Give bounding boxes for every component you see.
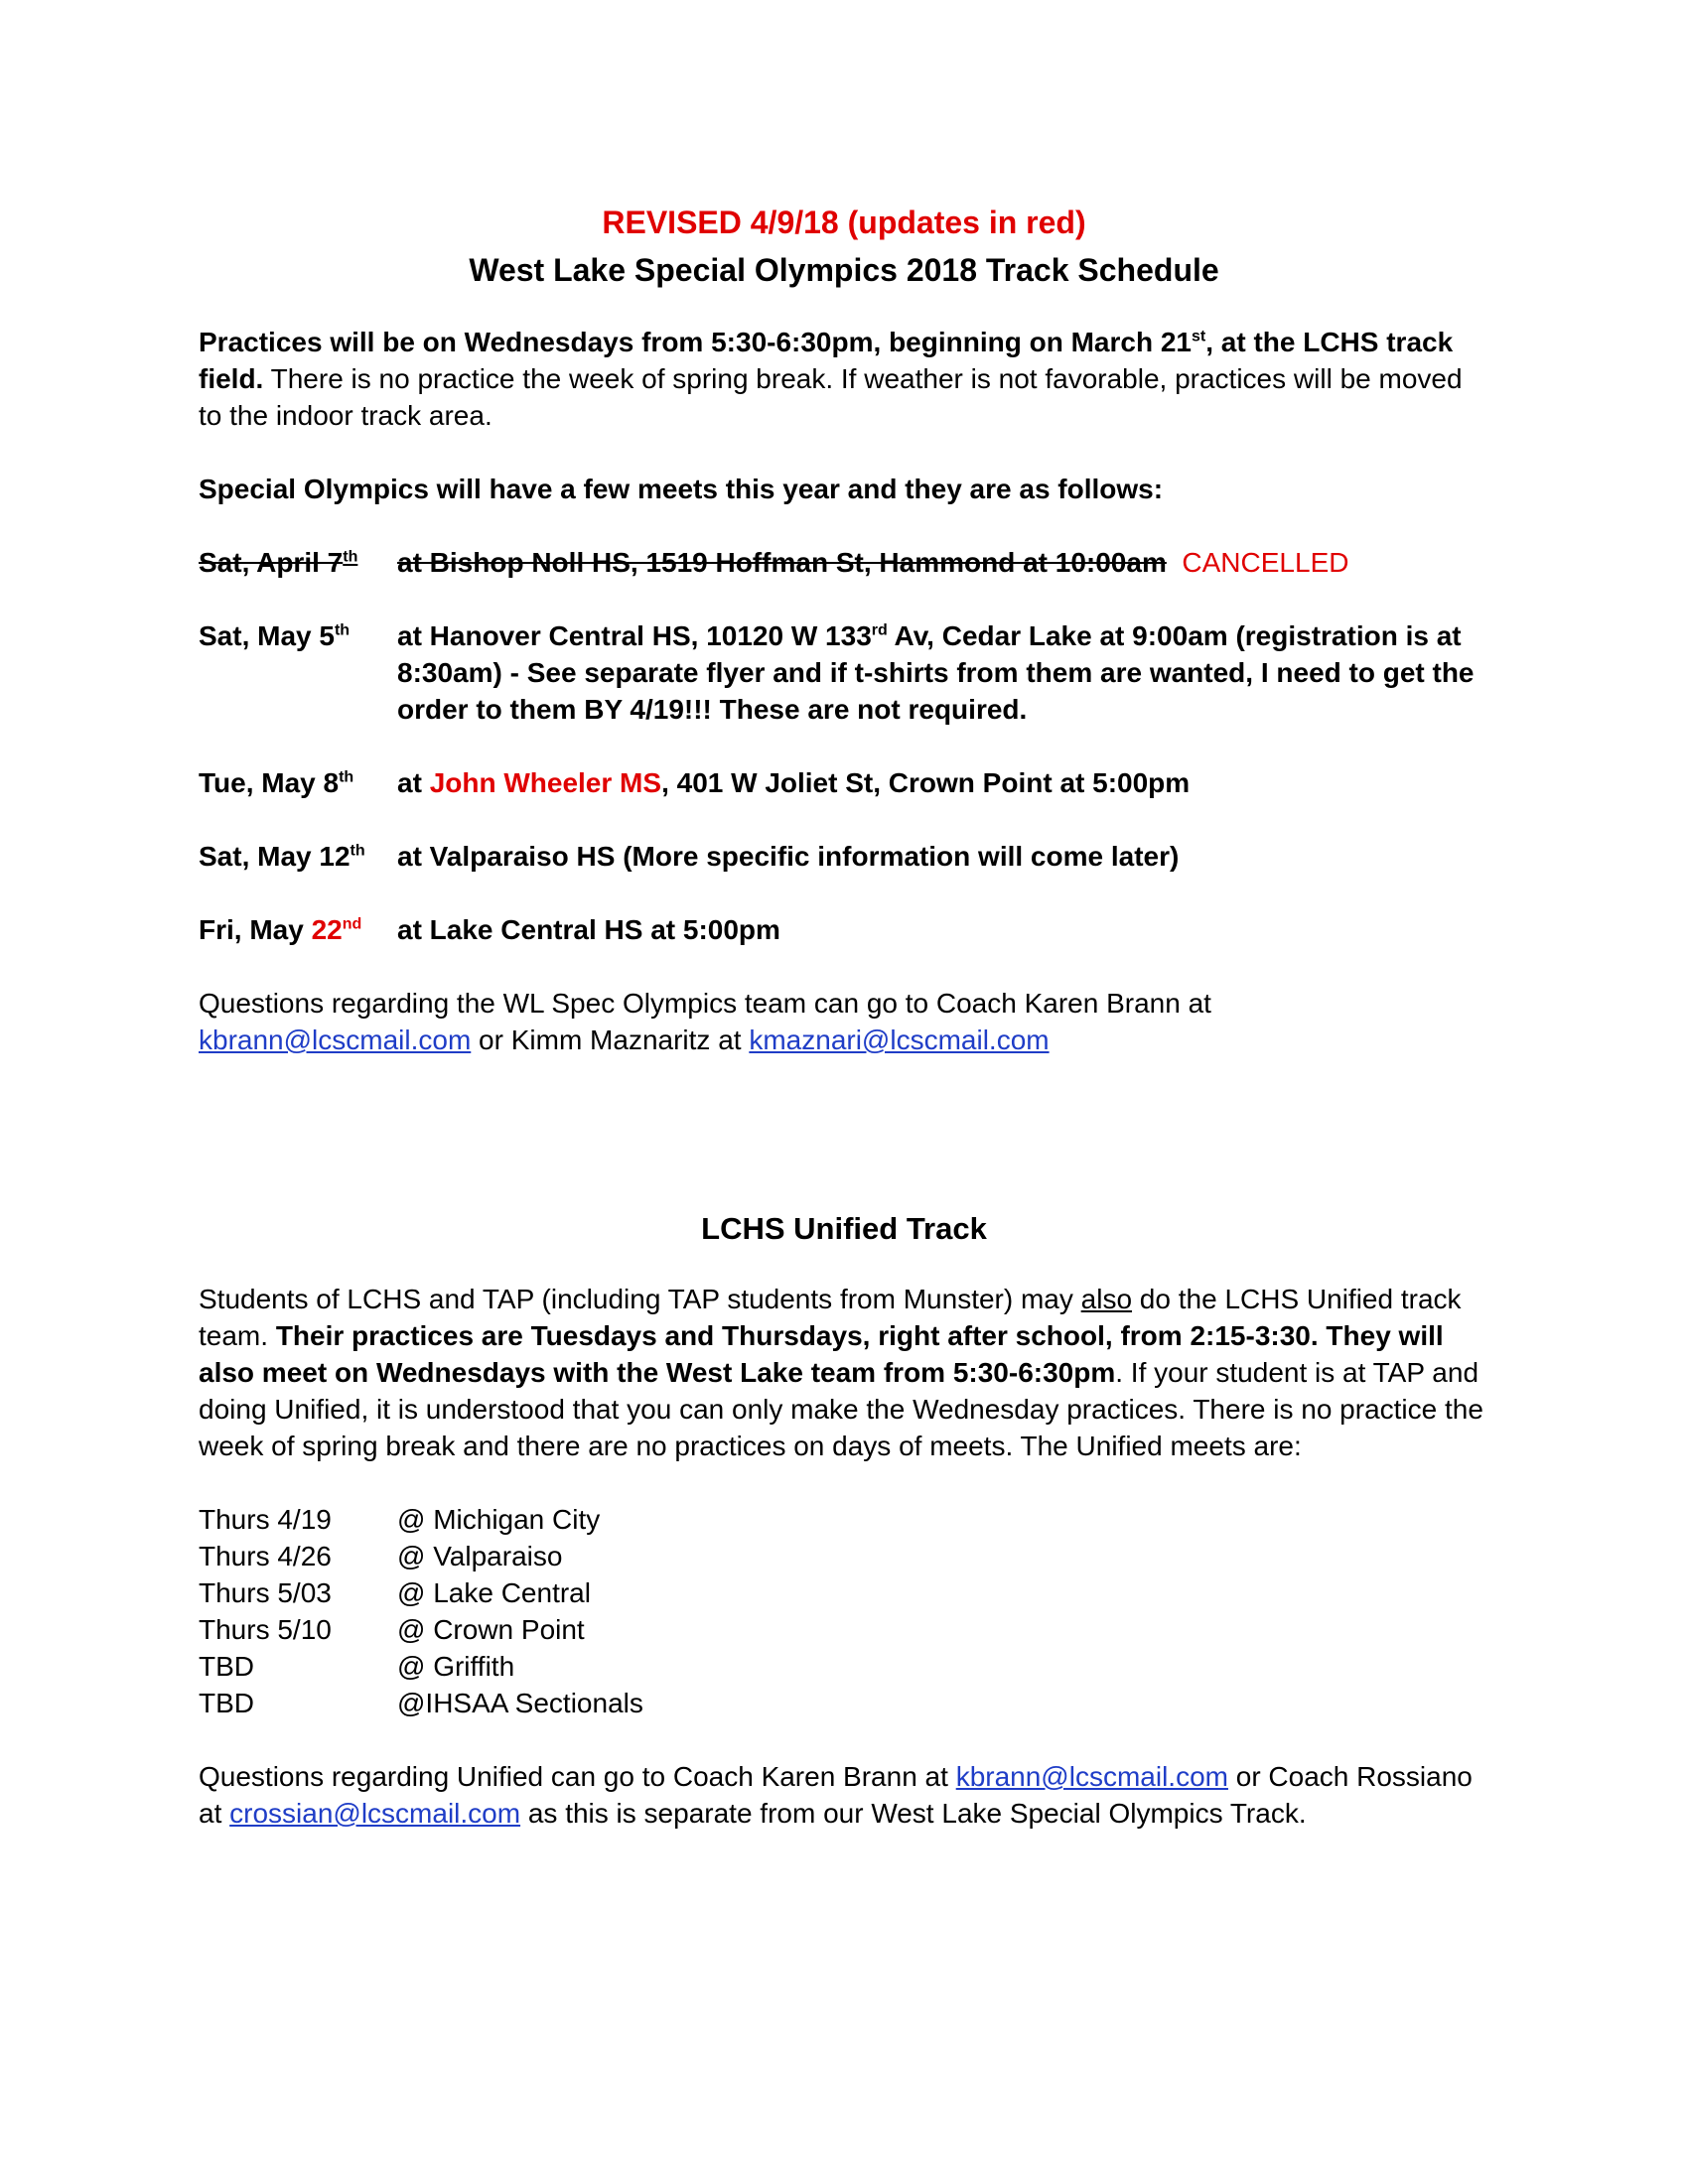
unified-text-bold: Their practices are Tuesdays and Thursdays, right after school, from 2:15-3:30. They will also meet on Wednesdays with the West Lake team from 5:30-6:30pm [199, 1320, 1444, 1388]
meet-desc [397, 617, 1489, 728]
meet-day-text: Sat, May 5 [199, 620, 335, 651]
unified-text: . If your student is at TAP and doing Unified, it is understood that you can only make the Wednesday practices. There is no practice the week of spring break and there are no practices on days of meets. The Unified meets are: [199, 1357, 1483, 1461]
intro-bold-sup: st [1191, 328, 1206, 345]
meet-day-text: Sat, May 12 [199, 841, 351, 872]
document-page [199, 199, 1489, 1832]
unified-contact-paragraph [199, 1758, 1489, 1832]
email-link[interactable]: kbrann@lcscmail.com [199, 1024, 472, 1055]
meet-place: @ Griffith [397, 1651, 515, 1682]
intro-bold-b: , at the LCHS track field. [199, 327, 1454, 394]
meet-day-text: Fri, May [199, 914, 312, 945]
meet-date: Thurs 4/19 [199, 1504, 332, 1535]
intro-paragraph [199, 324, 1489, 434]
meet-date: Thurs 5/03 [199, 1577, 332, 1608]
cancelled-label: CANCELLED [1182, 547, 1349, 578]
meet-place: @ Michigan City [397, 1504, 601, 1535]
meet-row [199, 617, 1489, 728]
list-item [199, 1574, 1489, 1611]
meet-desc: at Lake Central HS at 5:00pm [397, 914, 780, 945]
meet-desc-text: Av, Cedar Lake at 9:00am (registration is at 8:30am) - See separate flyer and if t-shirts from them are wanted, I need to get the order to them BY 4/19!!! These are not required. [397, 620, 1475, 725]
list-item [199, 1648, 1489, 1685]
unified-text: do the LCHS Unified track team. [199, 1284, 1462, 1351]
unified-paragraph [199, 1281, 1489, 1464]
meet-desc: at Valparaiso HS (More specific information will come later) [397, 841, 1180, 872]
meet-date: TBD [199, 1688, 254, 1718]
meet-date: TBD [199, 1651, 254, 1682]
meet-desc-text: at [397, 767, 430, 798]
contact-text: as this is separate from our West Lake Special Olympics Track. [520, 1798, 1307, 1829]
meet-desc-sup: rd [871, 621, 888, 639]
meet-date: Thurs 5/10 [199, 1614, 332, 1645]
intro-bold-a: Practices will be on Wednesdays from 5:30-6:30pm, beginning on March 21 [199, 327, 1192, 357]
meet-day [199, 838, 397, 875]
meet-place: @ Crown Point [397, 1614, 585, 1645]
unified-text: Students of LCHS and TAP (including TAP students from Munster) may [199, 1284, 1081, 1314]
list-item [199, 1538, 1489, 1574]
meet-row [199, 911, 1489, 948]
meet-row [199, 764, 1489, 801]
contact-text: or Coach Rossiano at [199, 1761, 1473, 1829]
revised-notice: REVISED 4/9/18 (updates in red) [602, 205, 1086, 240]
meets-intro: Special Olympics will have a few meets this year and they are as follows: [199, 474, 1164, 504]
meet-venue-updated: John Wheeler MS [429, 767, 662, 798]
contact-paragraph [199, 985, 1489, 1058]
meet-day-text: Tue, May 8 [199, 767, 340, 798]
meet-desc-text: at Bishop Noll HS, 1519 Hoffman St, Hammond at 10:00am [397, 547, 1167, 578]
meet-day-sup: th [350, 842, 365, 860]
meet-row [199, 544, 1489, 581]
meet-day [199, 544, 397, 581]
email-link[interactable]: crossian@lcscmail.com [229, 1798, 521, 1829]
meet-day-sup: th [343, 548, 358, 566]
meet-day-sup: th [339, 768, 354, 786]
header [199, 199, 1489, 294]
unified-heading: LCHS Unified Track [701, 1211, 987, 1246]
email-link[interactable]: kbrann@lcscmail.com [955, 1761, 1228, 1792]
meet-place: @ Lake Central [397, 1577, 591, 1608]
meet-desc-text: , 401 W Joliet St, Crown Point at 5:00pm [661, 767, 1191, 798]
meet-desc [397, 544, 1489, 581]
document-title: West Lake Special Olympics 2018 Track Schedule [469, 252, 1219, 288]
unified-meets-list [199, 1501, 1489, 1721]
meet-desc-text: at Hanover Central HS, 10120 W 133 [397, 620, 872, 651]
meet-day-text: Sat, April 7 [199, 547, 344, 578]
meet-date: Thurs 4/26 [199, 1541, 332, 1571]
list-item [199, 1685, 1489, 1721]
meet-place: @ Valparaiso [397, 1541, 563, 1571]
contact-text: Questions regarding the WL Spec Olympics team can go to Coach Karen Brann at [199, 988, 1211, 1019]
contact-text: Questions regarding Unified can go to Coach Karen Brann at [199, 1761, 956, 1792]
list-item [199, 1501, 1489, 1538]
intro-rest: There is no practice the week of spring break. If weather is not favorable, practices will be moved to the indoor track area. [199, 363, 1463, 431]
meet-day [199, 764, 397, 801]
contact-text: or Kimm Maznaritz at [471, 1024, 750, 1055]
email-link[interactable]: kmaznari@lcscmail.com [749, 1024, 1050, 1055]
meet-day-updated: 22 [311, 914, 343, 945]
meet-day-sup: nd [342, 915, 362, 933]
unified-text-underlined: also [1080, 1284, 1133, 1314]
list-item [199, 1611, 1489, 1648]
meet-day [199, 617, 397, 728]
meet-row [199, 838, 1489, 875]
meet-day-sup: th [334, 621, 351, 639]
meet-desc [397, 764, 1489, 801]
meet-place: @IHSAA Sectionals [397, 1688, 643, 1718]
meet-day [199, 911, 397, 948]
